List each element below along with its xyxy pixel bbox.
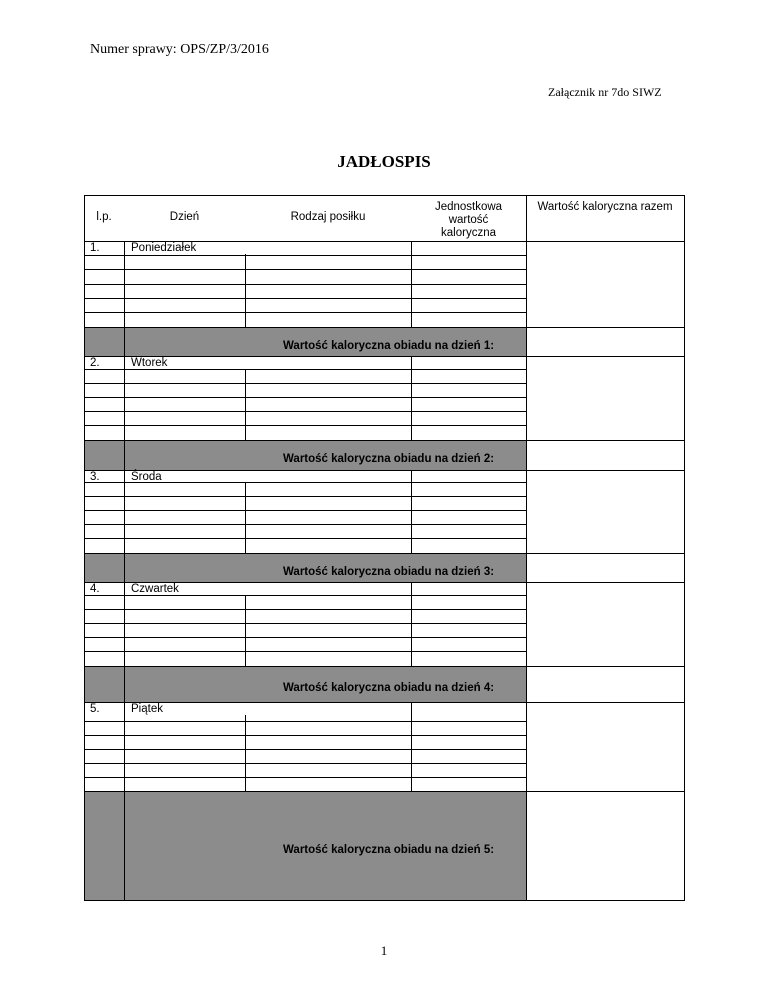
table-top-border	[84, 195, 685, 196]
day4-col-d	[411, 582, 412, 666]
day3-summary-label: Wartość kaloryczna obiadu na dzień 3:	[283, 566, 495, 578]
day1-total-divider	[526, 327, 684, 328]
day5-row-line	[84, 735, 526, 736]
day3-row-line	[84, 510, 526, 511]
day3-row-line	[84, 496, 526, 497]
day1-col-b	[124, 241, 125, 356]
day4-row-line	[84, 651, 526, 652]
day1-col-d	[411, 241, 412, 327]
day1-row-line	[84, 298, 526, 299]
day5-row-line	[84, 763, 526, 764]
day1-summary-label: Wartość kaloryczna obiadu na dzień 1:	[283, 340, 495, 352]
day3-total-divider	[526, 553, 684, 554]
header-lp: l.p.	[96, 211, 112, 223]
day5-block-border	[84, 900, 684, 901]
day2-summary-label: Wartość kaloryczna obiadu na dzień 2:	[283, 453, 495, 465]
day1-row-line	[84, 327, 526, 328]
day2-row-line	[84, 411, 526, 412]
total-column-divider	[526, 195, 527, 900]
day4-col-c	[245, 595, 246, 666]
day3-number: 3.	[90, 471, 100, 483]
day5-row-line	[84, 721, 526, 722]
day1-name: Poniedziałek	[131, 242, 197, 254]
day1-number: 1.	[90, 242, 100, 254]
day1-row-line	[84, 284, 526, 285]
day4-row-line	[84, 637, 526, 638]
day3-row-line	[84, 538, 526, 539]
day4-col-b	[124, 582, 125, 702]
day1-row-line	[84, 255, 526, 256]
day2-col-c	[245, 369, 246, 440]
day4-name: Czwartek	[131, 583, 179, 595]
day5-row-line	[84, 749, 526, 750]
table-left-border	[84, 195, 85, 900]
day2-total-divider	[526, 440, 684, 441]
day3-row-line	[84, 553, 526, 554]
day4-row-line	[84, 666, 526, 667]
day3-name: Środa	[131, 471, 162, 483]
day3-col-c	[245, 483, 246, 553]
day2-row-line	[84, 383, 526, 384]
attachment-label: Załącznik nr 7do SIWZ	[548, 85, 662, 99]
day2-row-line	[84, 397, 526, 398]
day2-row-line	[84, 425, 526, 426]
day5-col-b	[124, 702, 125, 900]
day2-col-b	[124, 356, 125, 470]
header-total-calories: Wartość kaloryczna razem	[537, 201, 673, 213]
day4-row-line	[84, 609, 526, 610]
day5-row-line	[84, 777, 526, 778]
table-right-border	[684, 195, 685, 901]
day2-row-line	[84, 440, 526, 441]
day1-col-c	[245, 254, 246, 327]
day5-total-divider	[526, 791, 684, 792]
day2-number: 2.	[90, 357, 100, 369]
day3-col-d	[411, 470, 412, 553]
day3-row-line	[84, 524, 526, 525]
day4-summary-label: Wartość kaloryczna obiadu na dzień 4:	[283, 682, 495, 694]
header-day: Dzień	[169, 211, 200, 223]
day5-summary-label: Wartość kaloryczna obiadu na dzień 5:	[283, 844, 495, 856]
day2-col-d	[411, 356, 412, 440]
day2-name: Wtorek	[131, 357, 168, 369]
day3-col-b	[124, 470, 125, 582]
page-number: 1	[380, 943, 388, 958]
day1-row-line	[84, 269, 526, 270]
day4-total-divider	[526, 666, 684, 667]
day5-col-d	[411, 702, 412, 791]
day5-col-c	[245, 715, 246, 791]
page-title: JADŁOSPIS	[337, 152, 431, 171]
header-unit-calories: Jednostkowa wartość kaloryczna	[434, 201, 503, 239]
header-meal-type: Rodzaj posiłku	[290, 211, 366, 223]
day5-row-line	[84, 791, 526, 792]
day5-name: Piątek	[131, 703, 163, 715]
day4-number: 4.	[90, 583, 100, 595]
case-number: Numer sprawy: OPS/ZP/3/2016	[90, 42, 269, 57]
day5-number: 5.	[90, 703, 100, 715]
day4-row-line	[84, 623, 526, 624]
day1-row-line	[84, 312, 526, 313]
